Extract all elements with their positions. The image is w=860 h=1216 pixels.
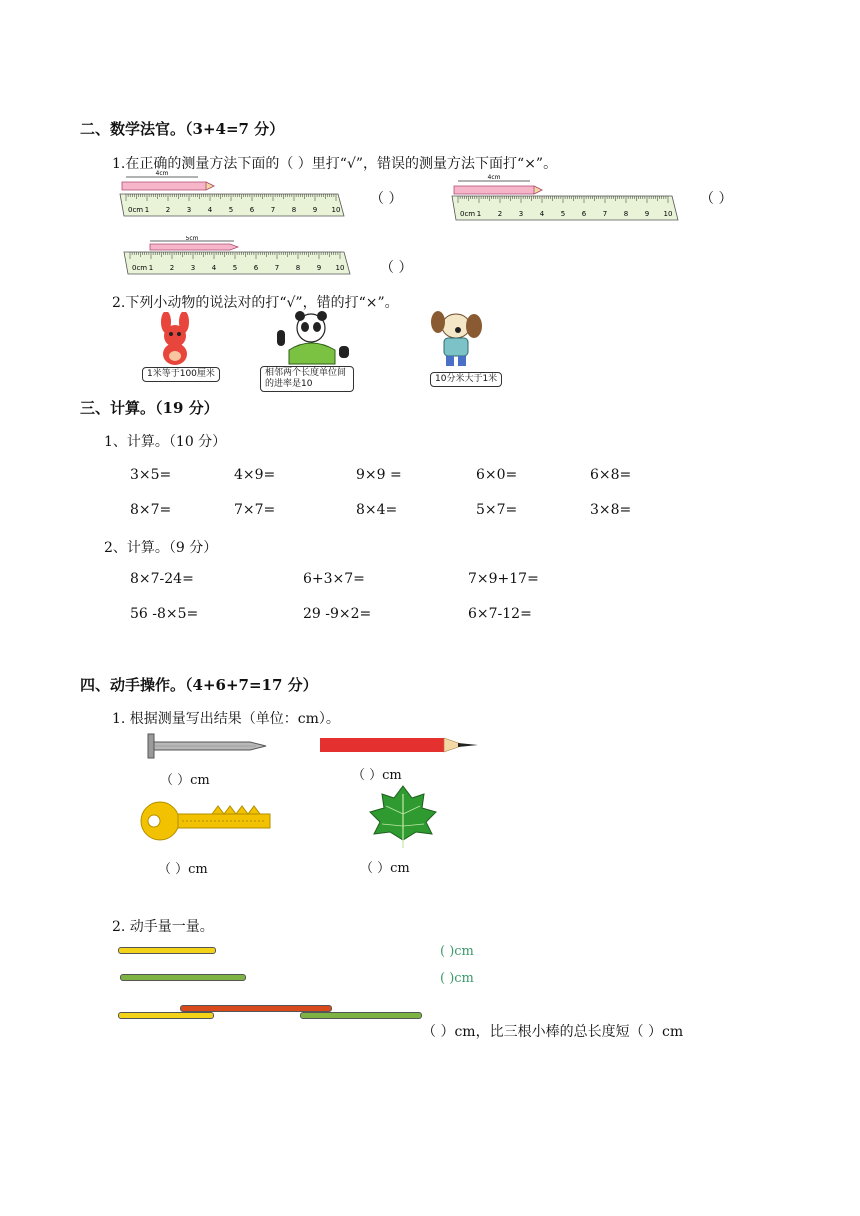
expr: 6×7-12= — [468, 606, 532, 622]
subsection-3-1: 1、计算。（10 分） — [104, 434, 227, 450]
subsection-3-2: 2、计算。（9 分） — [104, 540, 218, 556]
svg-text:5cm: 5cm — [185, 236, 199, 242]
ruler-tick-label: 7 — [602, 210, 608, 218]
ruler-tick-label: 4 — [539, 210, 545, 218]
speech-bubble-panda: 相邻两个长度单位间的进率是10 — [260, 366, 354, 392]
stick-green — [120, 974, 246, 981]
ruler-tick-label: 8 — [623, 210, 629, 218]
expr: 8×7= — [130, 502, 172, 518]
ruler-tick-label: 2 — [169, 264, 175, 272]
ruler-tick-label: 9 — [312, 206, 318, 214]
ruler-tick-label: 3 — [190, 264, 196, 272]
ruler-tick-label: 0cm — [460, 210, 476, 218]
ruler-tick-label: 6 — [249, 206, 255, 214]
ruler-tick-label: 6 — [253, 264, 259, 272]
ruler-tick-label: 5 — [228, 206, 234, 214]
pencil-icon — [318, 736, 484, 754]
ruler-tick-label: 2 — [497, 210, 503, 218]
ruler-tick-label: 0cm — [128, 206, 144, 214]
ruler-tick-label: 9 — [316, 264, 322, 272]
ruler-tick-label: 10 — [663, 210, 673, 218]
answer-pencil[interactable]: （ ）cm — [352, 768, 402, 783]
answer-blank-1[interactable]: （ ） — [370, 191, 403, 207]
answer-blank-3[interactable]: （ ） — [380, 260, 413, 276]
answer-nail[interactable]: （ ）cm — [160, 773, 210, 788]
expr: 56 -8×5= — [130, 606, 199, 622]
answer-blank-2[interactable]: （ ） — [700, 191, 733, 207]
ruler-1 — [118, 170, 348, 222]
svg-text:4cm: 4cm — [487, 174, 501, 181]
ruler-tick-label: 1 — [148, 264, 154, 272]
ruler-tick-label: 5 — [232, 264, 238, 272]
speech-bubble-rabbit: 1米等于100厘米 — [142, 367, 220, 382]
answer-combined[interactable]: （ ）cm，比三根小棒的总长度短（ ）cm — [422, 1024, 684, 1040]
expr: 3×5= — [130, 467, 172, 483]
section-4-heading: 四、动手操作。（4+6+7=17 分） — [80, 676, 318, 694]
ruler-3 — [122, 236, 352, 278]
section-2-heading: 二、数学法官。（3+4=7 分） — [80, 120, 285, 138]
ruler-tick-label: 4 — [211, 264, 217, 272]
answer-leaf[interactable]: （ ）cm — [360, 861, 410, 876]
dog-icon — [424, 310, 488, 370]
question-2-2: 2.下列小动物的说法对的打“√”，错的打“×”。 — [112, 295, 399, 311]
ruler-tick-label: 2 — [165, 206, 171, 214]
panda-icon — [275, 310, 351, 366]
key-icon — [138, 798, 274, 844]
expr: 8×4= — [356, 502, 398, 518]
section-3-heading: 三、计算。（19 分） — [80, 399, 219, 417]
expr: 6×8= — [590, 467, 632, 483]
ruler-tick-label: 5 — [560, 210, 566, 218]
ruler-tick-label: 7 — [270, 206, 276, 214]
expr: 7×7= — [234, 502, 276, 518]
ruler-tick-label: 10 — [331, 206, 341, 214]
ruler-tick-label: 1 — [144, 206, 150, 214]
ruler-tick-label: 8 — [291, 206, 297, 214]
stick-green-combined — [300, 1012, 422, 1019]
question-4-2: 2. 动手量一量。 — [112, 919, 214, 935]
ruler-tick-label: 3 — [518, 210, 524, 218]
expr: 6×0= — [476, 467, 518, 483]
nail-icon — [146, 732, 270, 760]
ruler-tick-label: 4 — [207, 206, 213, 214]
ruler-tick-label: 3 — [186, 206, 192, 214]
ruler-tick-label: 10 — [335, 264, 345, 272]
expr: 9×9 = — [356, 467, 402, 483]
answer-key[interactable]: （ ）cm — [158, 862, 208, 877]
ruler-tick-label: 1 — [476, 210, 482, 218]
rabbit-icon — [150, 312, 202, 366]
expr: 8×7-24= — [130, 571, 194, 587]
answer-stick-green[interactable]: ( )cm — [440, 971, 474, 986]
expr: 5×7= — [476, 502, 518, 518]
leaf-icon — [366, 784, 440, 850]
expr: 4×9= — [234, 467, 276, 483]
ruler-tick-label: 8 — [295, 264, 301, 272]
question-4-1: 1. 根据测量写出结果（单位：cm）。 — [112, 711, 340, 727]
expr: 29 -9×2= — [303, 606, 372, 622]
ruler-tick-label: 0cm — [132, 264, 148, 272]
svg-text:4cm: 4cm — [155, 170, 169, 177]
stick-yellow-combined — [118, 1012, 214, 1019]
ruler-tick-label: 6 — [581, 210, 587, 218]
speech-bubble-dog: 10分米大于1米 — [430, 372, 502, 387]
ruler-2 — [450, 174, 682, 224]
ruler-tick-label: 7 — [274, 264, 280, 272]
question-2-1: 1.在正确的测量方法下面的（ ）里打“√”，错误的测量方法下面打“×”。 — [112, 156, 558, 172]
expr: 3×8= — [590, 502, 632, 518]
expr: 6+3×7= — [303, 571, 365, 587]
ruler-tick-label: 9 — [644, 210, 650, 218]
answer-stick-yellow[interactable]: ( )cm — [440, 944, 474, 959]
stick-red — [180, 1005, 332, 1012]
stick-yellow — [118, 947, 216, 954]
expr: 7×9+17= — [468, 571, 539, 587]
